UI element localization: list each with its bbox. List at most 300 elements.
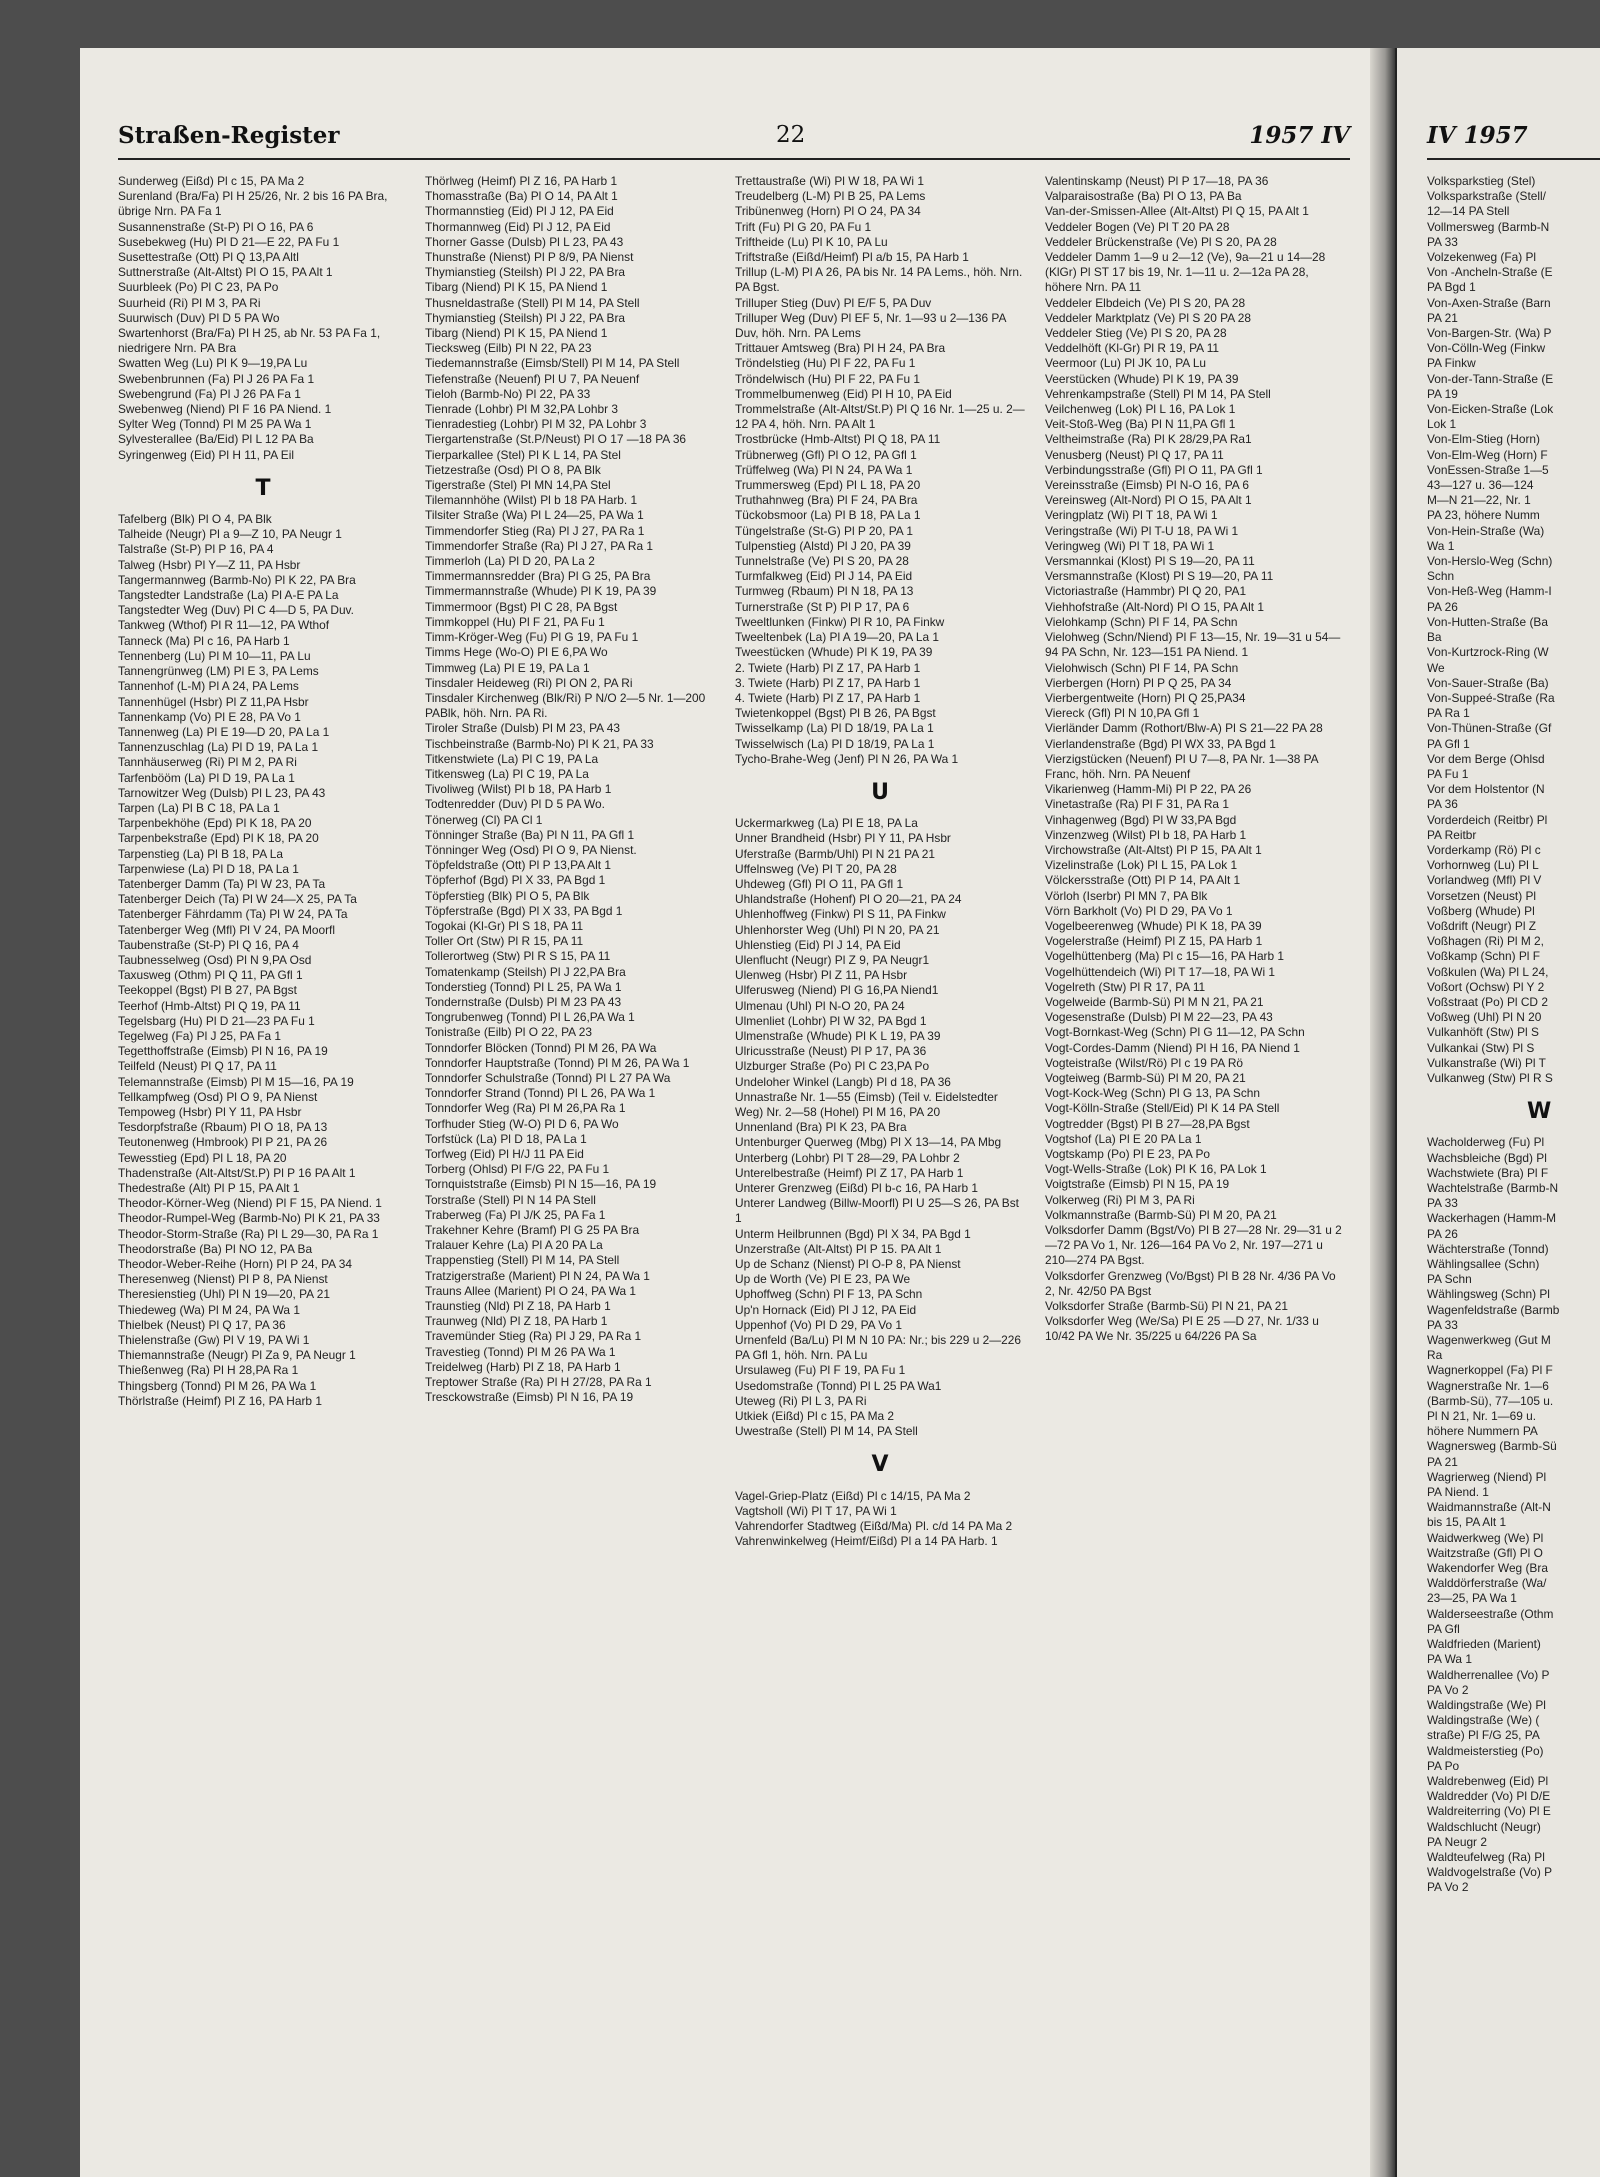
street-entry: Wa 1	[1427, 538, 1455, 553]
street-entry: Ulenweg (Hsbr) Pl Z 11, PA Hsbr	[735, 968, 908, 983]
street-entry: Thießenweg (Ra) Pl H 28,PA Ra 1	[118, 1363, 299, 1378]
street-entry: Wählingsallee (Schn)	[1427, 1257, 1540, 1272]
street-entry: PA Vo 2	[1427, 1880, 1469, 1895]
street-entry: Venusberg (Neust) Pl Q 17, PA 11	[1045, 447, 1224, 462]
street-entry: Tannenzuschlag (La) Pl D 19, PA La 1	[118, 740, 319, 755]
street-entry: Tonndorfer Schulstraße (Tonnd) Pl L 27 PA Wa	[425, 1070, 671, 1085]
street-entry: Trommelbumenweg (Eid) Pl H 10, PA Eid	[735, 386, 952, 401]
street-entry: Waitzstraße (Gfl) Pl O	[1427, 1545, 1543, 1560]
street-entry: Traunstieg (Nld) Pl Z 18, PA Harb 1	[425, 1299, 611, 1314]
street-entry: Vorderkamp (Rö) Pl c	[1427, 842, 1541, 857]
section-letter: T	[255, 475, 271, 501]
street-entry: Ba	[1427, 630, 1442, 645]
street-entry: Tilemannhöhe (Wilst) Pl b 18 PA Harb. 1	[425, 493, 638, 508]
street-entry: Tongrubenweg (Tonnd) Pl L 26,PA Wa 1	[425, 1010, 635, 1025]
street-entry: Vorlandweg (Mfl) Pl V	[1427, 873, 1542, 888]
street-entry: Voßkulen (Wa) Pl L 24,	[1427, 964, 1549, 979]
street-entry: Lok 1	[1427, 417, 1457, 432]
street-entry: Tomatenkamp (Steilsh) Pl J 22,PA Bra	[425, 964, 626, 979]
street-entry: Waldingstraße (We) (	[1427, 1713, 1540, 1728]
street-entry: 12—14 PA Stell	[1427, 204, 1510, 219]
street-entry: Swatten Weg (Lu) Pl K 9—19,PA Lu	[118, 356, 308, 371]
street-entry: Wagnerstraße Nr. 1—6	[1427, 1378, 1549, 1393]
street-entry: Vulkanweg (Stw) Pl R S	[1427, 1070, 1553, 1085]
street-entry: VonEssen-Straße 1—5	[1427, 462, 1549, 477]
street-entry: Vulkanstraße (Wi) Pl T	[1427, 1055, 1546, 1070]
street-entry: Unterelbestraße (Heimf) Pl Z 17, PA Harb 1	[735, 1165, 964, 1180]
street-entry: Vielohkamp (Schn) Pl F 14, PA Schn	[1045, 614, 1238, 629]
street-entry: PA 26	[1427, 599, 1458, 614]
street-entry: Vahrenwinkelweg (Heimf/Eißd) Pl a 14 PA Harb. 1	[735, 1534, 998, 1549]
street-entry: PA Neugr 2	[1427, 1834, 1487, 1849]
street-entry: Von-Cölln-Weg (Finkw	[1427, 341, 1546, 356]
street-entry: Unner Brandheid (Hsbr) Pl Y 11, PA Hsbr	[735, 831, 951, 846]
street-entry: Theresenweg (Nienst) Pl P 8, PA Nienst	[118, 1272, 328, 1287]
street-entry: Verbindungsstraße (Gfl) Pl O 11, PA Gfl 1	[1045, 462, 1263, 477]
street-entry: Timmermannsredder (Bra) Pl G 25, PA Bra	[425, 569, 651, 584]
street-entry: Van-der-Smissen-Allee (Alt-Altst) Pl Q 15, PA Alt 1	[1045, 204, 1309, 219]
street-entry: Wagnerkoppel (Fa) Pl F	[1427, 1363, 1553, 1378]
street-entry: Vogesenstraße (Dulsb) Pl M 22—23, PA 43	[1045, 1010, 1273, 1025]
street-entry: Sylvesterallee (Ba/Eid) Pl L 12 PA Ba	[118, 432, 314, 447]
street-entry: Tietzestraße (Osd) Pl O 8, PA Blk	[425, 462, 601, 477]
street-entry: Volkmannstraße (Barmb-Sü) Pl M 20, PA 21	[1045, 1207, 1277, 1222]
street-entry: Tierparkallee (Stel) Pl K L 14, PA Stel	[425, 447, 621, 462]
street-entry: PA 21	[1427, 1454, 1458, 1469]
street-entry: Theodor-Körner-Weg (Niend) Pl F 15, PA Niend. 1	[118, 1196, 382, 1211]
street-entry: PA Po	[1427, 1758, 1460, 1773]
street-entry: Von-Axen-Straße (Barn	[1427, 295, 1551, 310]
street-entry: Tangstedter Landstraße (La) Pl A-E PA La	[118, 588, 339, 603]
street-entry: Thiedeweg (Wa) Pl M 24, PA Wa 1	[118, 1302, 300, 1317]
street-entry: Swartenhorst (Bra/Fa) Pl H 25, ab Nr. 53 PA Fa 1, niedrigere Nrn. PA Bra	[118, 326, 381, 356]
street-entry: Theresienstieg (Uhl) Pl N 19—20, PA 21	[118, 1287, 330, 1302]
street-entry: PA 36	[1427, 797, 1458, 812]
street-entry: Teilfeld (Neust) Pl Q 17, PA 11	[118, 1059, 277, 1074]
street-entry: Veddeler Marktplatz (Ve) Pl S 20 PA 28	[1045, 310, 1251, 325]
street-entry: Treidelweg (Harb) Pl Z 18, PA Harb 1	[425, 1359, 621, 1374]
street-entry: Taxusweg (Othm) Pl Q 11, PA Gfl 1	[118, 968, 303, 983]
street-entry: Untenburger Querweg (Mbg) Pl X 13—14, PA Mbg	[735, 1135, 1002, 1150]
street-entry: höhere Nummern PA	[1427, 1424, 1538, 1439]
street-entry: Waldredder (Vo) Pl D/E	[1427, 1789, 1551, 1804]
street-entry: Vulkankai (Stw) Pl S	[1427, 1040, 1535, 1055]
left-page	[80, 48, 1370, 2177]
street-entry: Tischbeinstraße (Barmb-No) Pl K 21, PA 33	[425, 736, 654, 751]
street-entry: Taubenstraße (St-P) Pl Q 16, PA 4	[118, 937, 299, 952]
street-entry: Voßkamp (Schn) Pl F	[1427, 949, 1540, 964]
street-entry: Thielbek (Neust) Pl Q 17, PA 36	[118, 1317, 286, 1332]
street-entry: Vogelerstraße (Heimf) Pl Z 15, PA Harb 1	[1045, 934, 1263, 949]
street-entry: Twisselwisch (La) Pl D 18/19, PA La 1	[735, 736, 935, 751]
street-entry: Tiergartenstraße (St.P/Neust) Pl O 17 —18 PA 36	[425, 432, 687, 447]
street-entry: Teerhof (Hmb-Altst) Pl Q 19, PA 11	[118, 998, 301, 1013]
book-gutter	[1370, 48, 1395, 2177]
street-entry: Tankweg (Wthof) Pl R 11—12, PA Wthof	[118, 618, 330, 633]
street-entry: Thormannstieg (Eid) Pl J 12, PA Eid	[425, 204, 614, 219]
street-entry: Tannenhügel (Hsbr) Pl Z 11,PA Hsbr	[118, 694, 309, 709]
street-entry: Vorsetzen (Neust) Pl	[1427, 888, 1537, 903]
street-entry: PA Gfl 1	[1427, 736, 1470, 751]
street-entry: Uhlenhorster Weg (Uhl) Pl N 20, PA 21	[735, 922, 940, 937]
street-entry: Von-Elm-Stieg (Horn)	[1427, 432, 1540, 447]
street-entry: PA Ra 1	[1427, 706, 1470, 721]
street-entry: Vogteiweg (Barmb-Sü) Pl M 20, PA 21	[1045, 1070, 1246, 1085]
street-entry: Walderseestraße (Othm	[1427, 1606, 1554, 1621]
street-entry: Talweg (Hsbr) Pl Y—Z 11, PA Hsbr	[118, 557, 301, 572]
street-entry: Vogt-Bornkast-Weg (Schn) Pl G 11—12, PA Schn	[1045, 1025, 1305, 1040]
right-page-label: IV 1957	[1427, 122, 1528, 149]
street-entry: Vogelbeerenweg (Whude) Pl K 18, PA 39	[1045, 918, 1262, 933]
street-entry: Vulkanhöft (Stw) Pl S	[1427, 1025, 1539, 1040]
street-entry: Virchowstraße (Alt-Altst) Pl P 15, PA Alt 1	[1045, 842, 1262, 857]
street-entry: Tönninger Straße (Ba) Pl N 11, PA Gfl 1	[425, 827, 635, 842]
street-entry: Swebenbrunnen (Fa) Pl J 26 PA Fa 1	[118, 371, 315, 386]
street-entry: Tinsdaler Kirchenweg (Blk/Ri) P N/O 2—5 Nr. 1—200 PABlk, höh. Nrn. PA Ri.	[425, 690, 706, 721]
street-entry: Tiroler Straße (Dulsb) Pl M 23, PA 43	[425, 721, 620, 736]
street-entry: Wackerhagen (Hamm-M	[1427, 1211, 1557, 1226]
street-entry: Trübnerweg (Gfl) Pl O 12, PA Gfl 1	[735, 447, 917, 462]
street-entry: PA 33	[1427, 234, 1458, 249]
street-entry: Vorderdeich (Reitbr) Pl	[1427, 812, 1548, 827]
street-entry: Triftheide (Lu) Pl K 10, PA Lu	[735, 234, 888, 249]
street-entry: Vogt-Kock-Weg (Schn) Pl G 13, PA Schn	[1045, 1086, 1261, 1101]
street-entry: Veddeler Bogen (Ve) Pl T 20 PA 28	[1045, 219, 1230, 234]
street-entry: Thormannweg (Eid) Pl J 12, PA Eid	[425, 219, 611, 234]
street-entry: Tüngelstraße (St-G) Pl P 20, PA 1	[735, 523, 913, 538]
street-entry: Thiemannstraße (Neugr) Pl Za 9, PA Neugr 1	[118, 1348, 356, 1363]
street-entry: Theodor-Weber-Reihe (Horn) Pl P 24, PA 34	[118, 1257, 352, 1272]
street-entry: Von-Elm-Weg (Horn) F	[1427, 447, 1548, 462]
street-entry: Swebengrund (Fa) Pl J 26 PA Fa 1	[118, 386, 301, 401]
street-entry: 4. Twiete (Harb) Pl Z 17, PA Harb 1	[735, 690, 921, 705]
street-entry: Tegetthoffstraße (Eimsb) Pl N 16, PA 19	[118, 1044, 328, 1059]
street-entry: Veermoor (Lu) Pl JK 10, PA Lu	[1045, 356, 1207, 371]
year-volume: 1957 IV	[1249, 122, 1350, 149]
street-entry: Traberweg (Fa) Pl J/K 25, PA Fa 1	[425, 1207, 606, 1222]
street-entry: Ursulaweg (Fu) Pl F 19, PA Fu 1	[735, 1363, 906, 1378]
street-entry: Von-Suppeé-Straße (Ra	[1427, 690, 1555, 705]
street-entry: Vogtredder (Bgst) Pl B 27—28,PA Bgst	[1045, 1116, 1250, 1131]
street-entry: Tesdorpfstraße (Rbaum) Pl O 18, PA 13	[118, 1120, 328, 1135]
street-entry: Trummersweg (Epd) Pl L 18, PA 20	[735, 478, 921, 493]
street-entry: Thadenstraße (Alt-Altst/St.P) Pl P 16 PA Alt 1	[118, 1165, 356, 1180]
page-number: 22	[776, 122, 806, 148]
street-entry: Voßstraat (Po) Pl CD 2	[1427, 994, 1548, 1009]
street-entry: bis 15, PA Alt 1	[1427, 1515, 1507, 1530]
street-entry: Tienradestieg (Lohbr) Pl M 32, PA Lohbr 3	[425, 417, 647, 432]
street-entry: Up de Worth (Ve) Pl E 23, PA We	[735, 1272, 911, 1287]
street-entry: Vagtsholl (Wi) Pl T 17, PA Wi 1	[735, 1503, 897, 1518]
street-entry: Twietenkoppel (Bgst) Pl B 26, PA Bgst	[735, 706, 936, 721]
street-entry: Vierbergentweite (Horn) Pl Q 25,PA34	[1045, 690, 1246, 705]
street-entry: Trittauer Amtsweg (Bra) Pl H 24, PA Bra	[735, 341, 946, 356]
street-entry: Wagnersweg (Barmb-Sü	[1427, 1439, 1557, 1454]
street-entry: PA Finkw	[1427, 356, 1476, 371]
street-entry: Tafelberg (Blk) Pl O 4, PA Blk	[118, 512, 272, 527]
street-entry: Volksdorfer Weg (We/Sa) Pl E 25 —D 27, Nr. 1/33 u 10/42 PA We Nr. 35/225 u 64/226 PA Sa	[1045, 1314, 1319, 1344]
street-entry: Valentinskamp (Neust) Pl P 17—18, PA 36	[1045, 174, 1269, 188]
street-entry: Victoriastraße (Hammbr) Pl Q 20, PA1	[1045, 584, 1247, 599]
street-entry: Thymianstieg (Steilsh) Pl J 22, PA Bra	[425, 310, 626, 325]
street-entry: Vielohweg (Schn/Niend) Pl F 13—15, Nr. 19—31 u 54—94 PA Schn, Nr. 123—151 PA Niend. 1	[1045, 630, 1341, 660]
street-entry: Voßhagen (Ri) Pl M 2,	[1427, 934, 1544, 949]
street-entry: Vogteistraße (Wilst/Rö) Pl c 19 PA Rö	[1045, 1055, 1244, 1070]
street-entry: Vogt-Cordes-Damm (Niend) Pl H 16, PA Niend 1	[1045, 1040, 1300, 1055]
street-entry: Trilluper Weg (Duv) Pl EF 5, Nr. 1—93 u 2—136 PA Duv, höh. Nrn. PA Lems	[735, 310, 1006, 341]
street-entry: Vinetastraße (Ra) Pl F 31, PA Ra 1	[1045, 797, 1229, 812]
street-entry: Torstraße (Stell) Pl N 14 PA Stell	[425, 1192, 596, 1207]
street-entry: Veringstraße (Wi) Pl T-U 18, PA Wi 1	[1045, 523, 1239, 538]
street-entry: Torberg (Ohlsd) Pl F/G 22, PA Fu 1	[425, 1162, 610, 1177]
street-entry: Tunnelstraße (Ve) Pl S 20, PA 28	[735, 554, 909, 569]
street-entry: Vörloh (Iserbr) Pl MN 7, PA Blk	[1045, 888, 1208, 903]
street-entry: Tonderstieg (Tonnd) Pl L 25, PA Wa 1	[425, 979, 622, 994]
street-entry: Voßberg (Whude) Pl	[1427, 903, 1535, 918]
street-entry: Unterm Heilbrunnen (Bgd) Pl X 34, PA Bgd 1	[735, 1226, 971, 1241]
street-entry: 2. Twiete (Harb) Pl Z 17, PA Harb 1	[735, 660, 921, 675]
street-entry: Ulmenau (Uhl) Pl N-O 20, PA 24	[735, 998, 905, 1013]
street-entry: Teutonenweg (Hmbrook) Pl P 21, PA 26	[118, 1135, 328, 1150]
street-entry: Utkiek (Eißd) Pl c 15, PA Ma 2	[735, 1409, 895, 1424]
street-entry: Trostbrücke (Hmb-Altst) Pl Q 18, PA 11	[735, 432, 941, 447]
street-entry: Wächterstraße (Tonnd)	[1427, 1241, 1549, 1256]
street-entry: Trettaustraße (Wi) Pl W 18, PA Wi 1	[735, 174, 924, 188]
street-entry: Timmweg (La) Pl E 19, PA La 1	[425, 660, 590, 675]
street-entry: Unzerstraße (Alt-Altst) Pl P 15. PA Alt 1	[735, 1241, 942, 1256]
street-entry: Timmermoor (Bgst) Pl C 28, PA Bgst	[425, 599, 618, 614]
street-entry: Theodor-Storm-Straße (Ra) Pl L 29—30, PA Ra 1	[118, 1226, 379, 1241]
street-entry: Timm-Kröger-Weg (Fu) Pl G 19, PA Fu 1	[425, 630, 639, 645]
street-entry: We	[1427, 660, 1445, 675]
street-entry: Thingsberg (Tonnd) Pl M 26, PA Wa 1	[118, 1378, 317, 1393]
street-entry: Veit-Stoß-Weg (Ba) Pl N 11,PA Gfl 1	[1045, 417, 1236, 432]
street-entry: Voßort (Ochsw) Pl Y 2	[1427, 979, 1545, 994]
street-entry: Völckersstraße (Ott) Pl P 14, PA Alt 1	[1045, 873, 1241, 888]
street-entry: M—N 21—22, Nr. 1	[1427, 493, 1531, 508]
street-entry: Ulricusstraße (Neust) Pl P 17, PA 36	[735, 1044, 927, 1059]
street-entry: Tröndelwisch (Hu) Pl F 22, PA Fu 1	[735, 371, 921, 386]
street-entry: Wachtelstraße (Barmb-N	[1427, 1181, 1559, 1195]
street-entry: Titkensweg (La) Pl C 19, PA La	[425, 766, 589, 781]
street-entry: Tollerortweg (Stw) Pl R S 15, PA 11	[425, 949, 611, 964]
street-entry: Vinzenzweg (Wilst) Pl b 18, PA Harb 1	[1045, 827, 1247, 842]
street-entry: PA 19	[1427, 386, 1458, 401]
street-entry: Tennenberg (Lu) Pl M 10—11, PA Lu	[118, 648, 311, 663]
street-entry: Trüffelweg (Wa) Pl N 24, PA Wa 1	[735, 462, 913, 477]
street-entry: Uphoffweg (Schn) Pl F 13, PA Schn	[735, 1287, 923, 1302]
column-2	[425, 174, 715, 2124]
street-entry: Wachstwiete (Bra) Pl F	[1427, 1165, 1549, 1180]
street-entry: Tatenberger Weg (Mfl) Pl V 24, PA Moorfl	[118, 922, 335, 937]
street-entry: Trappenstieg (Stell) Pl M 14, PA Stell	[425, 1253, 620, 1268]
street-entry: Treptower Straße (Ra) Pl H 27/28, PA Ra 1	[425, 1375, 652, 1390]
street-entry: (Barmb-Sü), 77—105 u.	[1427, 1393, 1554, 1408]
street-entry: Veddeler Damm 1—9 u 2—12 (Ve), 9a—21 u 14—28 (KlGr) Pl ST 17 bis 19, Nr. 1—11 u. 2—12a PA 28, höhere Nrn. PA 11	[1045, 250, 1326, 295]
street-entry: PA Wa 1	[1427, 1652, 1472, 1667]
street-entry: Uferstraße (Barmb/Uhl) Pl N 21 PA 21	[735, 846, 936, 861]
street-entry: Vehrenkampstraße (Stell) Pl M 14, PA Stell	[1045, 386, 1271, 401]
street-entry: Turmweg (Rbaum) Pl N 18, PA 13	[735, 584, 914, 599]
street-entry: Ra	[1427, 1348, 1443, 1363]
street-entry: Sylter Weg (Tonnd) Pl M 25 PA Wa 1	[118, 417, 312, 432]
street-entry: Trillup (L-M) Pl A 26, PA bis Nr. 14 PA Lems., höh. Nrn. PA Bgst.	[735, 265, 1023, 295]
street-entry: Taubnesselweg (Osd) Pl N 9,PA Osd	[118, 952, 312, 967]
street-entry: Volksparkstieg (Stel)	[1427, 174, 1536, 188]
street-entry: Vierbergen (Horn) Pl P Q 25, PA 34	[1045, 675, 1232, 690]
street-entry: Veerstücken (Whude) Pl K 19, PA 39	[1045, 371, 1239, 386]
street-entry: Von-Kurtzrock-Ring (W	[1427, 645, 1549, 660]
street-entry: Tivoliweg (Wilst) Pl b 18, PA Harb 1	[425, 782, 612, 797]
street-entry: Uffelnsweg (Ve) Pl T 20, PA 28	[735, 861, 897, 876]
street-entry: Tonndorfer Hauptstraße (Tonnd) Pl M 26, PA Wa 1	[425, 1055, 690, 1070]
street-entry: Theodor-Rumpel-Weg (Barmb-No) Pl K 21, PA 33	[118, 1211, 380, 1226]
street-entry: Talstraße (St-P) Pl P 16, PA 4	[118, 542, 274, 557]
street-entry: Triftstraße (Eißd/Heimf) Pl a/b 15, PA Harb 1	[735, 250, 969, 265]
street-entry: Voigtstraße (Eimsb) Pl N 15, PA 19	[1045, 1177, 1230, 1192]
street-entry: Undeloher Winkel (Langb) Pl d 18, PA 36	[735, 1074, 951, 1089]
street-entry: Von-Eicken-Straße (Lok	[1427, 402, 1554, 417]
section-letter: U	[871, 779, 889, 805]
street-entry: Veilchenweg (Lok) Pl L 16, PA Lok 1	[1045, 402, 1236, 417]
street-entry: Vogt-Wells-Straße (Lok) Pl K 16, PA Lok 1	[1045, 1162, 1267, 1177]
street-entry: Pl N 21, Nr. 1—69 u.	[1427, 1409, 1537, 1424]
street-entry: Thielenstraße (Gw) Pl V 19, PA Wi 1	[118, 1333, 310, 1348]
column-3	[735, 174, 1025, 2124]
street-entry: Voßdrift (Neugr) Pl Z	[1427, 918, 1537, 933]
street-entry: Trauns Allee (Marient) Pl O 24, PA Wa 1	[425, 1283, 637, 1298]
street-entry: Vierländer Damm (Rothort/Blw-A) Pl S 21—22 PA 28	[1045, 721, 1323, 736]
street-entry: Tatenberger Deich (Ta) Pl W 24—X 25, PA Ta	[118, 892, 357, 907]
street-entry: Ulmenliet (Lohbr) Pl W 32, PA Bgd 1	[735, 1013, 927, 1028]
street-entry: Tonndorfer Strand (Tonnd) Pl L 26, PA Wa 1	[425, 1086, 656, 1101]
street-entry: PA Schn	[1427, 1272, 1472, 1287]
street-entry: Twisselkamp (La) Pl D 18/19, PA La 1	[735, 721, 934, 736]
street-entry: Susannenstraße (St-P) Pl O 16, PA 6	[118, 219, 314, 234]
street-entry: Tinsdaler Heideweg (Ri) Pl ON 2, PA Ri	[425, 675, 633, 690]
street-entry: Tiefenstraße (Neuenf) Pl U 7, PA Neuenf	[425, 371, 640, 386]
street-entry: Waidwerkweg (We) Pl	[1427, 1530, 1544, 1545]
street-entry: Vogtshof (La) Pl E 20 PA La 1	[1045, 1131, 1202, 1146]
column-4	[1045, 174, 1345, 2124]
street-entry: Vereinsweg (Alt-Nord) Pl O 15, PA Alt 1	[1045, 493, 1252, 508]
street-entry: Tondernstraße (Dulsb) Pl M 23 PA 43	[425, 994, 622, 1009]
street-entry: Vierlandenstraße (Bgd) Pl WX 33, PA Bgd 1	[1045, 736, 1276, 751]
street-entry: Unnastraße Nr. 1—55 (Eimsb) (Teil v. Eidelstedter Weg) Nr. 2—58 (Hohel) Pl M 16, PA 20	[735, 1089, 998, 1119]
street-entry: Unterer Landweg (Billw-Moorfl) Pl U 25—S 26, PA Bst 1	[735, 1196, 1019, 1226]
section-letter: W	[1527, 1099, 1552, 1125]
street-entry: Tiecksweg (Eilb) Pl N 22, PA 23	[425, 341, 592, 356]
street-entry: Veddeler Elbdeich (Ve) Pl S 20, PA 28	[1045, 295, 1246, 310]
street-entry: Tanneck (Ma) Pl c 16, PA Harb 1	[118, 633, 290, 648]
street-entry: Viehhofstraße (Alt-Nord) Pl O 15, PA Alt 1	[1045, 599, 1264, 614]
street-entry: Von-Hein-Straße (Wa)	[1427, 523, 1545, 538]
street-entry: Veddeler Brückenstraße (Ve) Pl S 20, PA 28	[1045, 234, 1277, 249]
street-entry: Waldherrenallee (Vo) P	[1427, 1667, 1550, 1682]
street-entry: Tönerweg (Cl) PA Cl 1	[425, 812, 543, 827]
street-entry: Waidmannstraße (Alt-N	[1427, 1500, 1551, 1515]
street-entry: Travestieg (Tonnd) Pl M 26 PA Wa 1	[425, 1344, 616, 1359]
street-entry: Veltheimstraße (Ra) Pl K 28/29,PA Ra1	[1045, 432, 1252, 447]
street-entry: Thorner Gasse (Dulsb) Pl L 23, PA 43	[425, 234, 624, 249]
street-entry: Thedestraße (Alt) Pl P 15, PA Alt 1	[118, 1181, 300, 1195]
street-entry: Trakehner Kehre (Bramf) Pl G 25 PA Bra	[425, 1223, 640, 1238]
street-entry: Susebekweg (Hu) Pl D 21—E 22, PA Fu 1	[118, 234, 340, 249]
street-entry: PA 33	[1427, 1317, 1458, 1332]
street-entry: Tannenkamp (Vo) Pl E 28, PA Vo 1	[118, 709, 301, 724]
street-entry: Uhlandstraße (Hohenf) Pl O 20—21, PA 24	[735, 892, 962, 907]
column-1	[118, 174, 408, 2124]
street-entry: Tweeltlunken (Finkw) Pl R 10, PA Finkw	[735, 614, 945, 629]
street-entry: Vogelweide (Barmb-Sü) Pl M N 21, PA 21	[1045, 994, 1264, 1009]
street-entry: Tewesstieg (Epd) Pl L 18, PA 20	[118, 1150, 287, 1165]
street-entry: Uppenhof (Vo) Pl D 29, PA Vo 1	[735, 1317, 903, 1332]
street-entry: Vikarienweg (Hamm-Mi) Pl P 22, PA 26	[1045, 782, 1252, 797]
street-entry: Tellkampfweg (Osd) Pl O 9, PA Nienst	[118, 1089, 318, 1104]
street-entry: Volksdorfer Damm (Bgst/Vo) Pl B 27—28 Nr. 29—31 u 2—72 PA Vo 1, Nr. 126—164 PA Vo 2, Nr. 197—271 u 210—274 PA Bgst.	[1045, 1223, 1342, 1268]
page-header	[118, 118, 1350, 160]
street-entry: Vollmersweg (Barmb-N	[1427, 219, 1550, 234]
street-entry: Trommelstraße (Alt-Altst/St.P) Pl Q 16 Nr. 1—25 u. 2—12 PA 4, höh. Nrn. PA Alt 1	[735, 402, 1025, 432]
street-entry: 23—25, PA Wa 1	[1427, 1591, 1517, 1606]
street-entry: Vogelhüttendeich (Wi) Pl T 17—18, PA Wi 1	[1045, 964, 1276, 979]
street-entry: Wakendorfer Weg (Bra	[1427, 1561, 1548, 1576]
street-entry: Suurheid (Ri) Pl M 3, PA Ri	[118, 295, 261, 310]
street-entry: Usedomstraße (Tonnd) Pl L 25 PA Wa1	[735, 1378, 942, 1393]
street-entry: Viereck (Gfl) Pl N 10,PA Gfl 1	[1045, 706, 1200, 721]
street-entry: Volkerweg (Ri) Pl M 3, PA Ri	[1045, 1192, 1195, 1207]
street-entry: Tarfenbööm (La) Pl D 19, PA La 1	[118, 770, 295, 785]
street-entry: Suttnerstraße (Alt-Altst) Pl O 15, PA Alt 1	[118, 265, 333, 280]
street-entry: Thymianstieg (Steilsh) Pl J 22, PA Bra	[425, 265, 626, 280]
street-entry: Syringenweg (Eid) Pl H 11, PA Eil	[118, 447, 295, 462]
street-entry: 3. Twiete (Harb) Pl Z 17, PA Harb 1	[735, 675, 921, 690]
street-entry: Tiedemannstraße (Eimsb/Stell) Pl M 14, PA Stell	[425, 356, 680, 371]
street-entry: Volksdorfer Straße (Barmb-Sü) Pl N 21, PA 21	[1045, 1299, 1288, 1314]
street-entry: Susettestraße (Ott) Pl Q 13,PA Altl	[118, 250, 299, 265]
street-entry: Wagrierweg (Niend) Pl	[1427, 1469, 1547, 1484]
street-entry: Versmannstraße (Klost) Pl S 19—20, PA 11	[1045, 569, 1274, 584]
street-entry: Tilsiter Straße (Wa) Pl L 24—25, PA Wa 1	[425, 508, 644, 523]
street-entry: Trift (Fu) Pl G 20, PA Fu 1	[735, 219, 872, 234]
street-entry: Togokai (Kl-Gr) Pl S 18, PA 11	[425, 918, 584, 933]
street-entry: Surenland (Bra/Fa) Pl H 25/26, Nr. 2 bis 16 PA Bra, übrige Nrn. PA Fa 1	[118, 189, 388, 219]
street-entry: Tegelweg (Fa) Pl J 25, PA Fa 1	[118, 1028, 282, 1043]
street-entry: Teekoppel (Bgst) Pl B 27, PA Bgst	[118, 983, 297, 998]
street-entry: Thörlstraße (Heimf) Pl Z 16, PA Harb 1	[118, 1393, 322, 1408]
street-entry: Tannenhof (L-M) Pl A 24, PA Lems	[118, 679, 299, 694]
street-entry: Tienrade (Lohbr) Pl M 32,PA Lohbr 3	[425, 402, 618, 417]
street-entry: Torfstück (La) Pl D 18, PA La 1	[425, 1131, 587, 1146]
street-entry: Von-Bargen-Str. (Wa) P	[1427, 326, 1552, 341]
street-entry: Up'n Hornack (Eid) Pl J 12, PA Eid	[735, 1302, 917, 1317]
street-entry: Ulferusweg (Niend) Pl G 16,PA Niend1	[735, 983, 939, 998]
street-entry: Von-Sauer-Straße (Ba)	[1427, 675, 1549, 690]
street-entry: Schn	[1427, 569, 1455, 584]
street-entry: Vinhagenweg (Bgd) Pl W 33,PA Bgd	[1045, 812, 1237, 827]
street-entry: Toller Ort (Stw) Pl R 15, PA 11	[425, 934, 584, 949]
street-entry: PA Gfl	[1427, 1621, 1460, 1636]
street-entry: Wacholderweg (Fu) Pl	[1427, 1135, 1545, 1150]
street-entry: Vogt-Kölln-Straße (Stell/Eid) Pl K 14 PA Stell	[1045, 1101, 1280, 1116]
street-entry: Suurbleek (Po) Pl C 23, PA Po	[118, 280, 279, 295]
street-entry: Volzekenweg (Fa) Pl	[1427, 250, 1537, 265]
street-entry: Suurwisch (Duv) Pl D 5 PA Wo	[118, 310, 280, 325]
street-entry: Von-Thünen-Straße (Gf	[1427, 721, 1552, 736]
street-entry: Vor dem Holstentor (N	[1427, 782, 1545, 797]
street-entry: PA 23, höhere Numm	[1427, 508, 1540, 523]
right-page-column	[1427, 174, 1600, 2124]
